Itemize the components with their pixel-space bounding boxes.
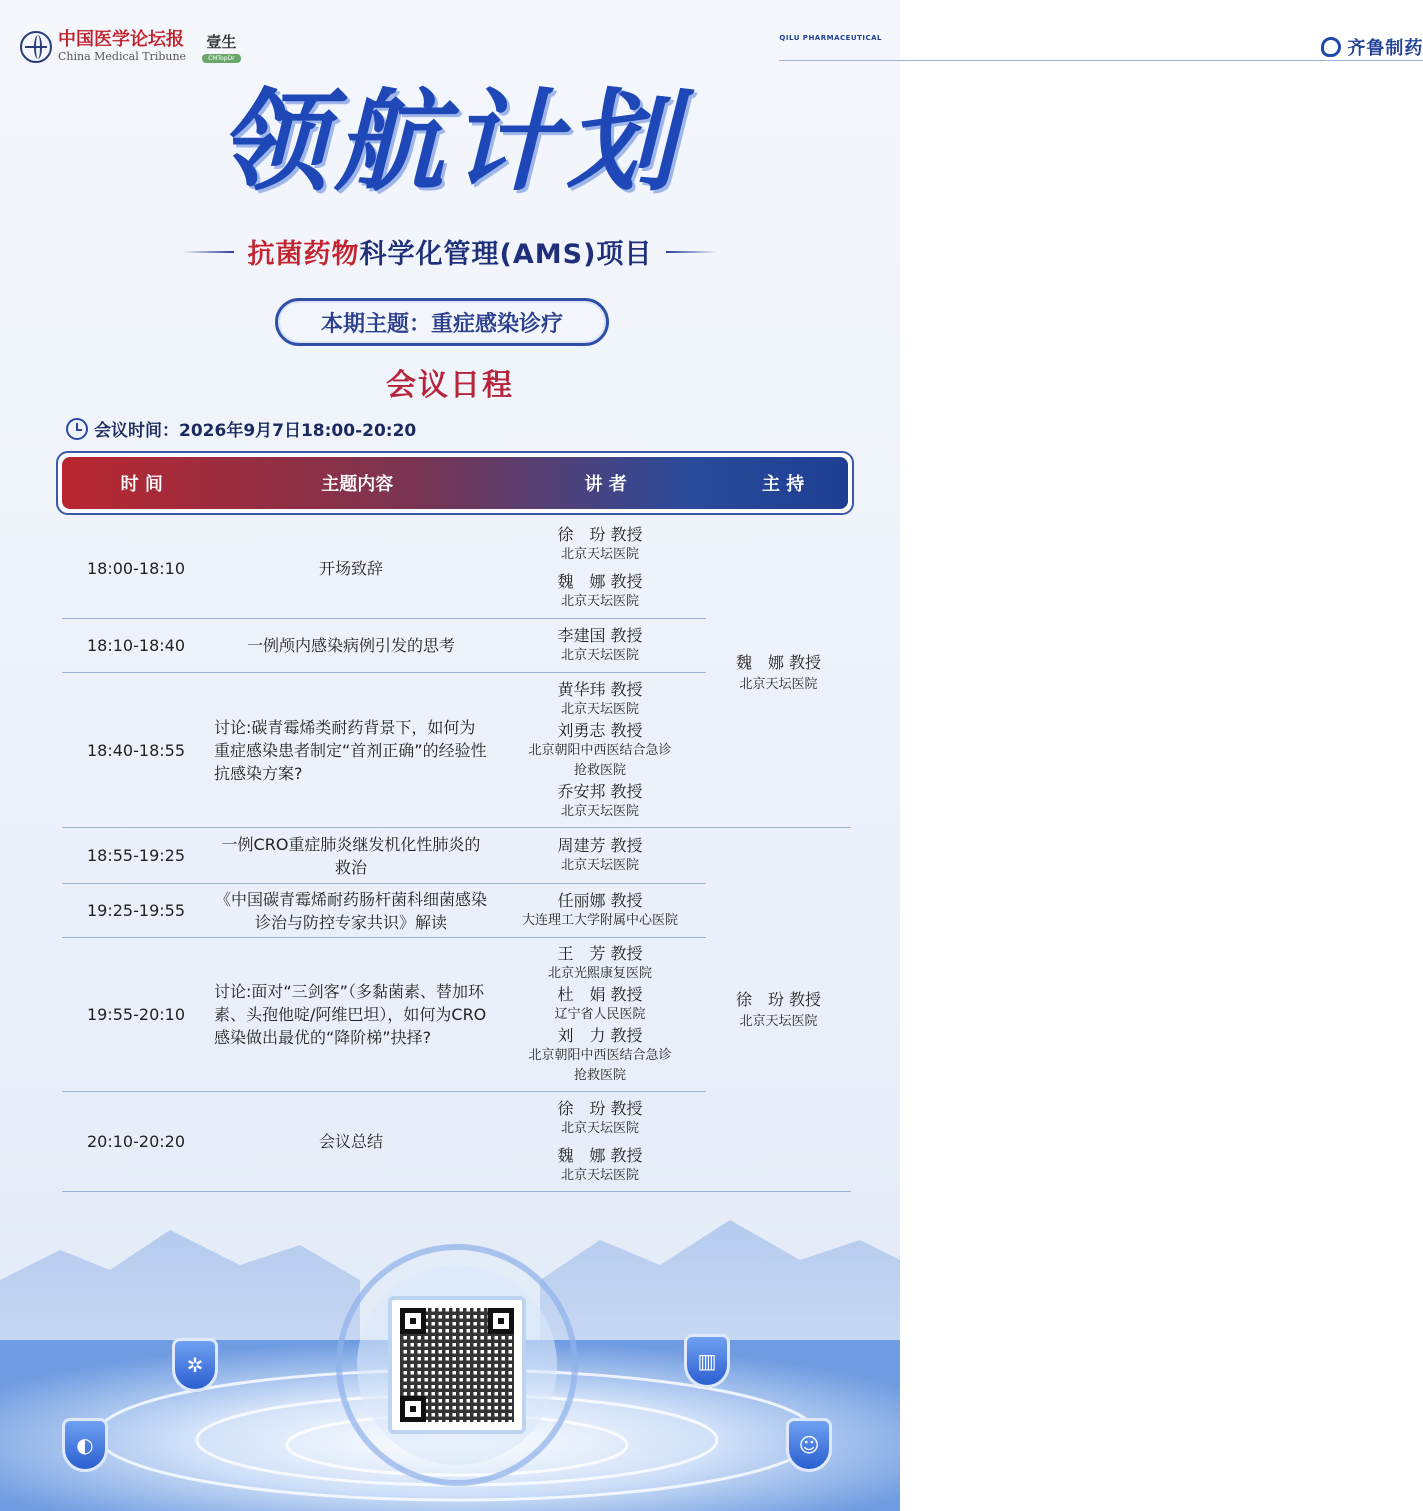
row-time: 18:00-18:10 (87, 558, 185, 578)
row-time: 18:40-18:55 (87, 740, 185, 760)
speaker-name: 刘 力 教授 (557, 1026, 643, 1045)
row-speakers (500, 673, 700, 827)
host-block (706, 518, 851, 828)
speaker-name: 魏 娜 教授 (557, 572, 643, 591)
host-name: 徐 玢 教授 (735, 989, 822, 1009)
logo-en-text: China Medical Tribune (58, 50, 187, 63)
qr-code[interactable] (388, 1296, 526, 1434)
row-topic: 一例CRO重症肺炎继发机化性肺炎的救治 (221, 834, 481, 877)
speaker-hospital: 北京朝阳中西医结合急诊抢救医院 (528, 1048, 672, 1083)
header-time: 时 间 (120, 474, 163, 495)
row-speakers (500, 518, 700, 618)
clock-icon (66, 418, 88, 440)
speaker-name: 李建国 教授 (557, 626, 643, 645)
host-block (706, 828, 851, 1192)
host-hospital: 北京天坛医院 (739, 1013, 818, 1029)
yisheng-logo (202, 31, 241, 63)
speaker-hospital: 北京朝阳中西医结合急诊抢救医院 (528, 742, 672, 778)
row-speakers (500, 938, 700, 1091)
row-speakers (500, 619, 700, 672)
row-time: 19:55-20:10 (87, 1005, 185, 1024)
table-header (62, 457, 848, 509)
speaker-name: 徐 玢 教授 (557, 1098, 643, 1118)
row-topic: 会议总结 (318, 1132, 383, 1151)
yisheng-text: 壹生 (206, 33, 237, 51)
meeting-time: 会议时间：2026年9月7日18:00-20:20 (94, 421, 417, 441)
table-row (62, 673, 706, 828)
agenda-title: 会议日程 (386, 368, 514, 403)
row-topic: 讨论:面对“三剑客”（多黏菌素、替加环素、头孢他啶/阿维巴坦），如何为CRO感染做出最优的“降阶梯”抉择? (214, 982, 487, 1047)
subtitle-rest: 科学化管理(AMS)项目 (359, 239, 653, 270)
subtitle-line-right (666, 251, 718, 253)
speaker-hospital: 北京光熙康复医院 (547, 966, 652, 981)
speaker-name: 杜 娟 教授 (557, 985, 643, 1004)
row-topic: 讨论:碳青霉烯类耐药背景下，如何为重症感染患者制定“首剂正确”的经验性抗感染方案? (214, 717, 487, 783)
meeting-time-row (66, 416, 416, 441)
subtitle-red: 抗菌药物 (247, 239, 360, 270)
china-medical-tribune-logo (20, 30, 241, 64)
speaker-hospital: 辽宁省人民医院 (554, 1007, 646, 1022)
host-hospital: 北京天坛医院 (739, 676, 818, 692)
row-time: 19:25-19:55 (87, 901, 185, 920)
speaker-hospital: 大连理工大学附属中心医院 (521, 913, 678, 928)
row-speakers (500, 1092, 700, 1191)
chart-shield-icon: ▥ (684, 1334, 730, 1388)
table-row (62, 828, 706, 884)
speaker-hospital: 北京天坛医院 (560, 701, 639, 717)
speaker-name: 任丽娜 教授 (557, 891, 643, 910)
header-host: 主 持 (762, 474, 805, 495)
yisheng-badge: CMTopDr (202, 54, 241, 63)
table-row (62, 884, 706, 938)
speaker-hospital: 北京天坛医院 (560, 1167, 639, 1183)
speaker-hospital: 北京天坛医院 (560, 594, 639, 609)
table-row (62, 1092, 706, 1192)
row-time: 20:10-20:20 (87, 1132, 185, 1151)
subtitle-line-left (182, 251, 234, 253)
host-name: 魏 娜 教授 (735, 652, 822, 672)
pill-shield-icon: ◐ (62, 1418, 108, 1472)
qr-finder (400, 1308, 426, 1334)
qilu-logo (779, 34, 1423, 59)
header-speaker: 讲 者 (584, 474, 627, 495)
speaker-hospital: 北京天坛医院 (560, 547, 639, 562)
logo-cn-text: 中国医学论坛报 (58, 29, 184, 50)
row-topic: 开场致辞 (318, 558, 383, 578)
theme-pill: 本期主题：重症感染诊疗 (275, 298, 609, 346)
row-time: 18:55-19:25 (87, 846, 185, 865)
globe-icon (20, 31, 52, 63)
molecule-shield-icon: ✲ (172, 1338, 218, 1392)
speaker-name: 乔安邦 教授 (557, 781, 643, 801)
qr-finder (488, 1308, 514, 1334)
table-row (62, 938, 706, 1092)
qilu-cn-text: 齐鲁制药 (1347, 38, 1423, 59)
speaker-hospital: 北京天坛医院 (560, 803, 639, 819)
speaker-name: 徐 玢 教授 (557, 525, 643, 544)
table-row (62, 619, 706, 673)
speaker-hospital: 北京天坛医院 (560, 858, 639, 873)
qilu-mark-icon (1321, 37, 1341, 57)
header-topic: 主题内容 (321, 474, 394, 495)
speaker-hospital: 北京天坛医院 (560, 1120, 639, 1136)
subtitle (248, 232, 653, 271)
table-row (62, 518, 706, 619)
speaker-name: 周建芳 教授 (557, 836, 643, 855)
speaker-hospital: 北京天坛医院 (560, 648, 639, 663)
row-topic: 《中国碳青霉烯耐药肠杆菌科细菌感染诊治与防控专家共识》解读 (214, 889, 487, 932)
row-time: 18:10-18:40 (87, 636, 185, 655)
speaker-name: 王 芳 教授 (557, 944, 643, 963)
main-title: 领航计划 (218, 77, 682, 206)
qilu-en-text: QILU PHARMACEUTICAL (779, 34, 882, 42)
subtitle-row (0, 232, 900, 271)
speaker-name: 魏 娜 教授 (557, 1145, 643, 1165)
speaker-name: 黄华玮 教授 (557, 679, 643, 699)
speaker-name: 刘勇志 教授 (557, 720, 643, 740)
doctor-shield-icon: ☺ (786, 1418, 832, 1472)
row-speakers (500, 828, 700, 883)
row-speakers (500, 884, 700, 937)
qr-finder (400, 1396, 426, 1422)
table-header-frame (56, 451, 854, 515)
row-topic: 一例颅内感染病例引发的思考 (246, 636, 455, 655)
